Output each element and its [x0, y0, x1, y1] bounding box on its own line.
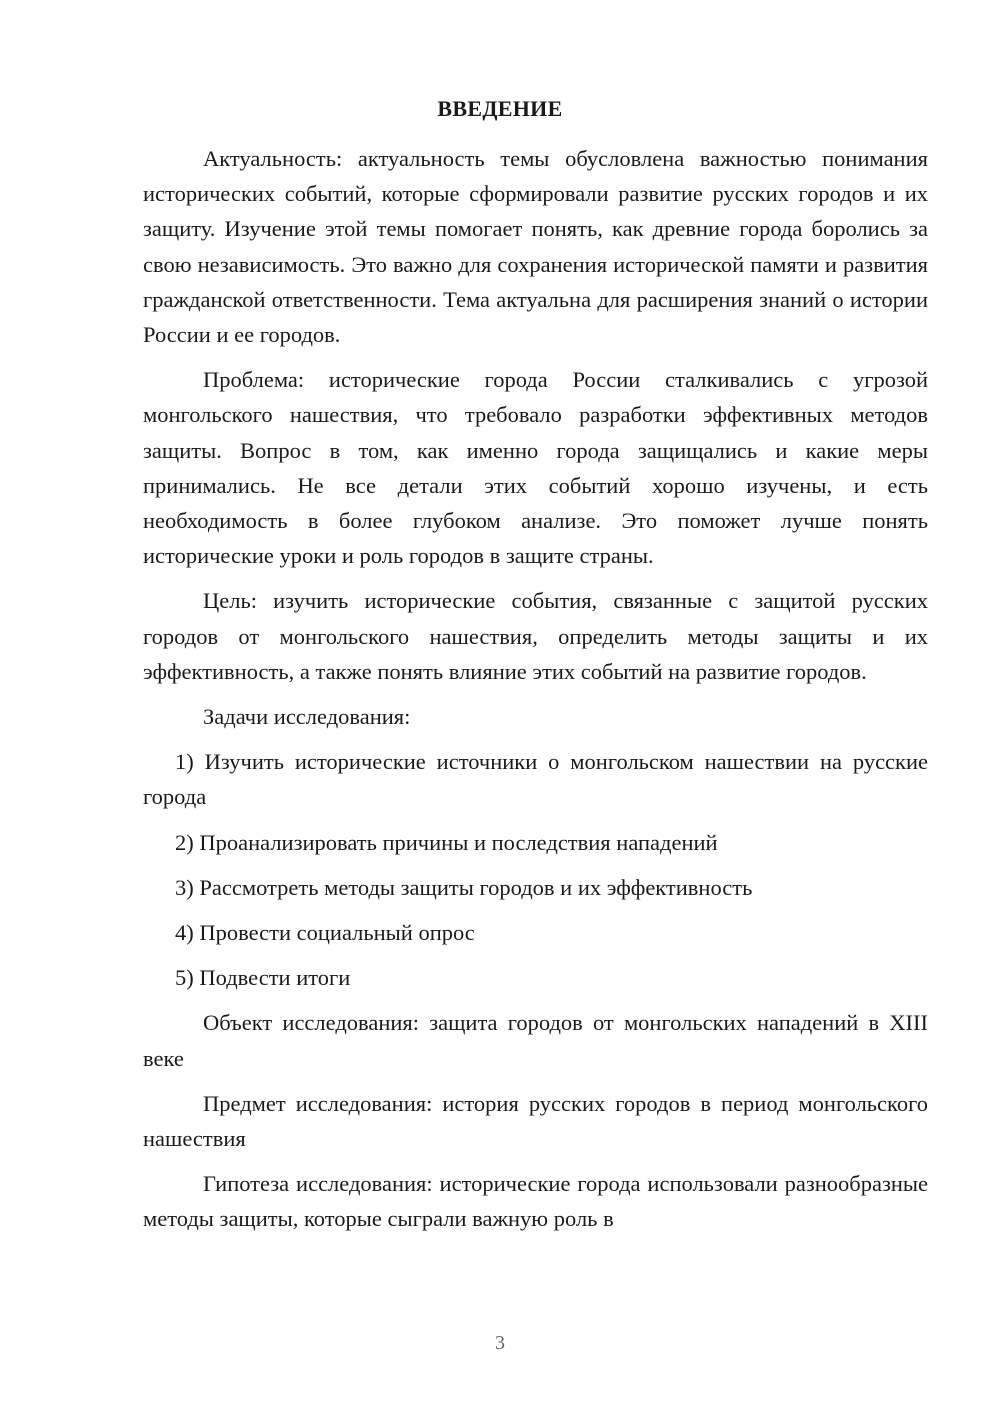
tasks-title: Задачи исследования:	[203, 704, 411, 730]
hypothesis-paragraph: Гипотеза исследования: исторические города использовали разнообразные методы защиты, которые сыграли важную роль в	[143, 1171, 928, 1232]
problem-paragraph: Проблема: исторические города России сталкивались с угрозой монгольского нашествия, что требовало разработки эффективных методов защиты. Вопрос в том, как именно города защищались и какие меры принимались. Не все детали этих событий хорошо изучены, и есть необходимость в более глубоком анализе. Это поможет лучше понять исторические уроки и роль городов в защите страны.	[143, 367, 928, 569]
task-item: 1) Изучить исторические источники о монгольском нашествии на русские города	[143, 749, 928, 810]
goal-paragraph: Цель: изучить исторические события, связанные с защитой русских городов от монгольского нашествия, определить методы защиты и их эффективность, а также понять влияние этих событий на развитие городов.	[143, 588, 928, 684]
document-body	[143, 141, 928, 1247]
task-item: 4) Провести социальный опрос	[175, 920, 475, 946]
relevance-paragraph: Актуальность: актуальность темы обусловлена важностью понимания исторических событий, которые сформировали развитие русских городов и их защиту. Изучение этой темы помогает понять, как древние города боролись за свою независимость. Это важно для сохранения исторической памяти и развития гражданской ответственности. Тема актуальна для расширения знаний о истории России и ее городов.	[143, 146, 928, 348]
section-heading: ВВЕДЕНИЕ	[437, 96, 563, 121]
task-item: 5) Подвести итоги	[175, 965, 351, 991]
object-paragraph: Объект исследования: защита городов от монгольских нападений в XIII веке	[143, 1010, 928, 1071]
page-number: 3	[495, 1332, 505, 1354]
task-item: 2) Проанализировать причины и последствия нападений	[175, 829, 718, 855]
task-item: 3) Рассмотреть методы защиты городов и их эффективность	[175, 874, 753, 900]
tasks-list	[143, 744, 928, 995]
subject-paragraph: Предмет исследования: история русских городов в период монгольского нашествия	[143, 1090, 928, 1152]
